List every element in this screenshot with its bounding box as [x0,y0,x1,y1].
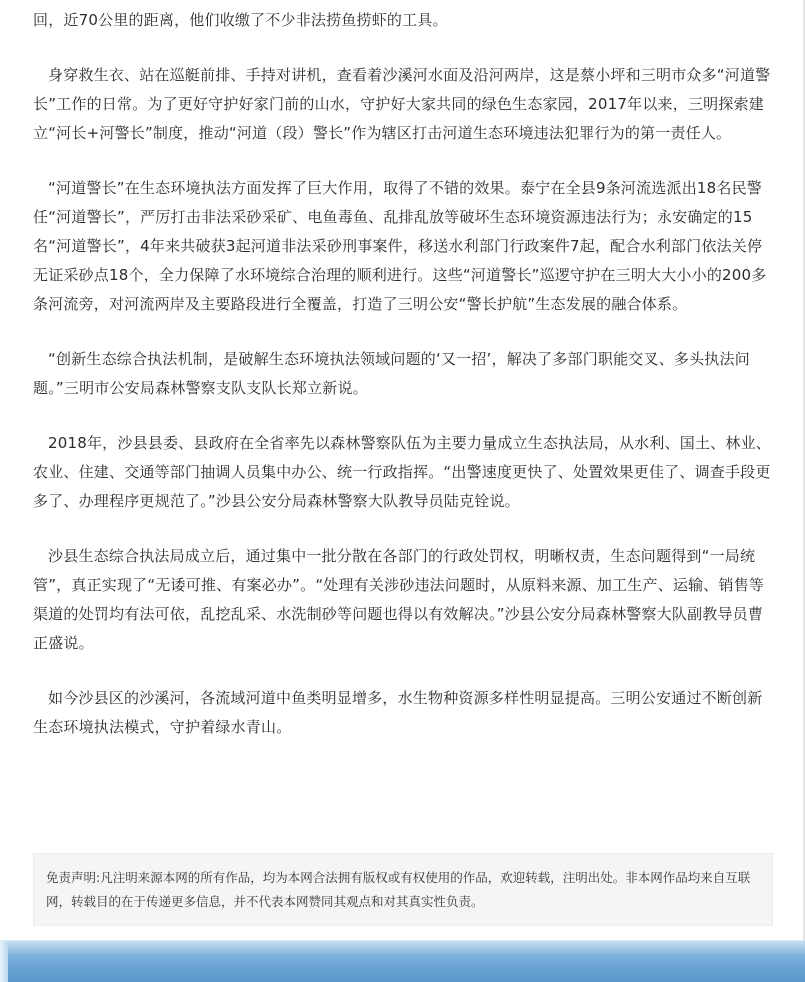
article-paragraph-2: 身穿救生衣、站在巡艇前排、手持对讲机，查看着沙溪河水面及沿河两岸，这是蔡小坪和三明市众多“河道警长”工作的日常。为了更好守护好家门前的山水，守护好大家共同的绿色生态家园，2017年以来，三明探索建立“河长+河警长”制度，推动“河道（段）警长”作为辖区打击河道生态环境违法犯罪行为的第一责任人。 [33,66,771,142]
article-paragraph-1: 回，近70公里的距离，他们收缴了不少非法捞鱼捞虾的工具。 [33,11,448,29]
disclaimer-text: 免责声明:凡注明来源本网的所有作品，均为本网合法拥有版权或有权使用的作品，欢迎转载，注明出处。非本网作品均来自互联网，转载目的在于传递更多信息，并不代表本网赞同其观点和对其真实性负责。 [46,870,751,909]
taskbar-start-edge[interactable] [0,941,8,982]
article-paragraph-4: “创新生态综合执法机制，是破解生态环境执法领域问题的‘又一招’，解决了多部门职能交叉、多头执法问题。”三明市公安局森林警察支队支队长郑立新说。 [33,350,750,397]
article-body [33,0,773,768]
article-paragraph-6: 沙县生态综合执法局成立后，通过集中一批分散在各部门的行政处罚权，明晰权责，生态问题得到“一局统管”，真正实现了“无诿可推、有案必办”。“处理有关涉砂违法问题时，从原料来源、加工生产、运输、销售等渠道的处罚均有法可依，乱挖乱采、水洗制砂等问题也得以有效解决。”沙县公安分局森林警察大队副教导员曹正盛说。 [33,547,765,652]
article-paragraph-7: 如今沙县区的沙溪河，各流域河道中鱼类明显增多，水生物种资源多样性明显提高。三明公安通过不断创新生态环境执法模式，守护着绿水青山。 [33,689,763,736]
disclaimer-box [33,853,773,926]
article-paragraph-5: 2018年，沙县县委、县政府在全省率先以森林警察队伍为主要力量成立生态执法局，从水利、国土、林业、农业、住建、交通等部门抽调人员集中办公、统一行政指挥。“出警速度更快了、处置效果更佳了、调查手段更多了、办理程序更规范了。”沙县公安分局森林警察大队教导员陆克铨说。 [33,434,771,510]
article-paragraph-3: “河道警长”在生态环境执法方面发挥了巨大作用，取得了不错的效果。泰宁在全县9条河流选派出18名民警任“河道警长”，严厉打击非法采砂采矿、电鱼毒鱼、乱排乱放等破坏生态环境资源违法行为；永安确定的15名“河道警长”，4年来共破获3起河道非法采砂刑事案件，移送水利部门行政案件7起，配合水利部门依法关停无证采砂点18个，全力保障了水环境综合治理的顺利进行。这些“河道警长”巡逻守护在三明大大小小的200多条河流旁，对河流两岸及主要路段进行全覆盖，打造了三明公安“警长护航”生态发展的融合体系。 [33,179,767,313]
os-taskbar [0,940,805,982]
taskbar-gloss [0,941,805,955]
